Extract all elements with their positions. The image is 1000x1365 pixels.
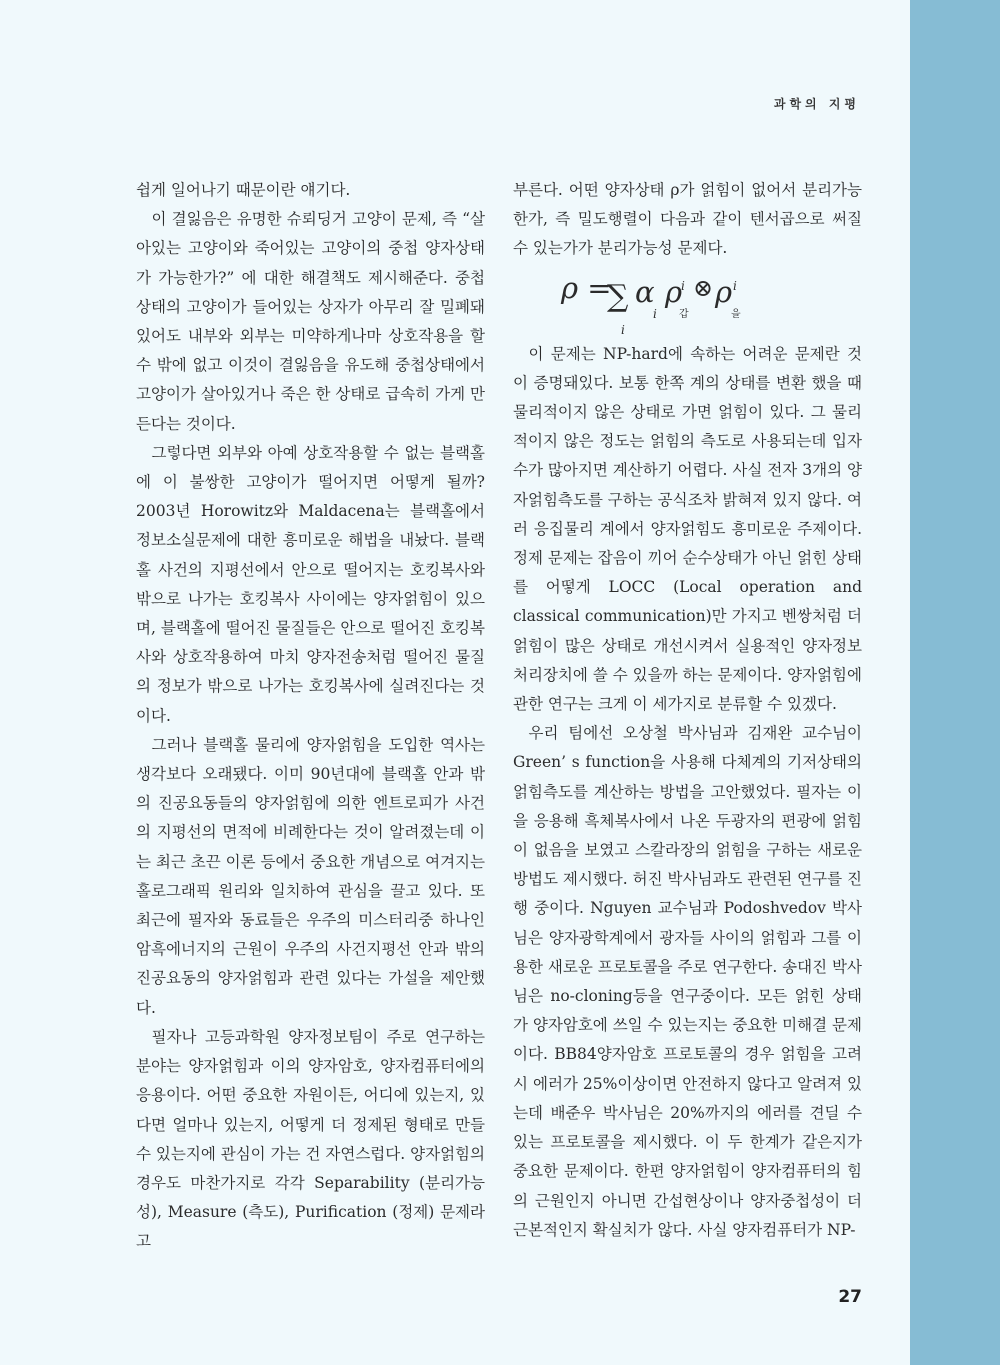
formula-rho-b-superscript: i xyxy=(733,278,737,293)
page-number: 27 xyxy=(838,1287,862,1307)
formula-alpha-subscript: i xyxy=(653,306,657,321)
paragraph: 필자나 고등과학원 양자정보팀이 주로 연구하는 분야는 양자얽힘과 이의 양자암호, 양자컴퓨터에의 응용이다. 어떤 중요한 자원이든, 어디에 있는지, 있다면 얼마나 있는지, 어떻게 더 정제된 형태로 만들 수 있는지에 관심이 가는 건 자연스럽다. 양자얽힘의 경우도 마찬가지로 각각 Separability (분리가능성), Measure (측도), Purification (정제) 문제라고 xyxy=(136,1027,485,1251)
paragraph: 쉽게 일어나기 때문이란 얘기다. xyxy=(136,181,351,199)
paragraph: 우리 팀에선 오상철 박사님과 김재완 교수님이 Green’ s function을 사용해 다체계의 기저상태의 얽힘측도를 계산하는 방법을 고안했었다. 필자는 이을 응용해 흑체복사에서 나온 두광자의 편광에 얽힘이 없음을 보였고 스칼라장의 얽힘을 구하는 새로운 방법도 제시했다. 허진 박사님과도 관련된 연구를 진행 중이다. Nguyen 교수님과 Podoshvedov 박사님은 양자광학계에서 광자들 사이의 얽힘과 그를 이용한 새로운 프로토콜을 주로 연구한다. 송대진 박사님은 no-cloning등을 연구중이다. 모든 얽힌 상태가 양자암호에 쓰일 수 있는지는 중요한 미해결 문제이다. BB84양자암호 프로토콜의 경우 얽힘을 고려시 에러가 25%이상이면 안전하지 않다고 알려져 있는데 배준우 박사님은 20%까지의 에러를 견딜 수 있는 프로토콜을 제시했다. 이 두 한계가 같은지가 중요한 문제이다. 한편 양자얽힘이 양자컴퓨터의 힘의 근원인지 아니면 간섭현상이나 양자중첩성이 더 근본적인지 확실치가 않다. 사실 양자컴퓨터가 NP- xyxy=(513,724,862,1239)
formula-sum-index: i xyxy=(621,322,625,337)
formula-rho-b-subscript: 을 xyxy=(731,308,741,320)
formula-sum-symbol: ∑ xyxy=(607,278,629,314)
formula-rho-a-superscript: i xyxy=(681,278,685,293)
paragraph: 그렇다면 외부와 아예 상호작용할 수 없는 블랙홀에 이 불쌍한 고양이가 떨어지면 어떻게 될까? 2003년 Horowitz와 Maldacena는 블랙홀에서 정보소실문제에 대한 흥미로운 해법을 내놨다. 블랙홀 사건의 지평선에서 안으로 떨어지는 호킹복사와 밖으로 나가는 호킹복사 사이에는 양자얽힘이 있으며, 블랙홀에 떨어진 물질들은 안으로 떨어진 호킹복사와 상호작용하여 마치 양자전송처럼 떨어진 물질의 정보가 밖으로 나가는 호킹복사에 실려진다는 것이다. xyxy=(136,443,485,725)
formula-rho-b: ρ xyxy=(715,274,733,309)
formula-alpha: α xyxy=(635,274,655,309)
formula-lhs: ρ = xyxy=(561,270,612,305)
formula-rho-a-subscript: 갑 xyxy=(679,308,689,320)
formula-tensor-product: ⊗ xyxy=(693,273,714,302)
formula-rho-a: ρ xyxy=(665,274,683,309)
right-column xyxy=(513,176,862,1245)
separability-formula xyxy=(513,264,862,340)
paragraph: 이 결잃음은 유명한 슈뢰딩거 고양이 문제, 즉 “살아있는 고양이와 죽어있는 고양이의 중첩 양자상태가 가능한가?” 에 대한 해결책도 제시해준다. 중첩상태의 고양이가 들어있는 상자가 아무리 잘 밀폐돼 있어도 내부와 외부는 미약하게나마 상호작용을 할 수 밖에 없고 이것이 결잃음을 유도해 중첩상태에서 고양이가 살아있거나 죽은 한 상태로 급속히 가게 만든다는 것이다. xyxy=(136,210,485,433)
paragraph: 부른다. 어떤 양자상태 ρ가 얽힘이 없어서 분리가능한가, 즉 밀도행렬이 다음과 같이 텐서곱으로 써질 수 있는가가 분리가능성 문제다. xyxy=(513,181,862,258)
left-column xyxy=(136,176,485,1257)
paragraph: 이 문제는 NP-hard에 속하는 어려운 문제란 것이 증명돼있다. 보통 한쪽 계의 상태를 변환 했을 때 물리적이지 않은 상태로 가면 얽힘이 있다. 그 물리적이지 않은 정도는 얽힘의 측도로 사용되는데 입자 수가 많아지면 계산하기 어렵다. 사실 전자 3개의 양자얽힘측도를 구하는 공식조차 밝혀져 있지 않다. 여러 응집물리 계에서 양자얽힘도 흥미로운 주제이다. 정제 문제는 잡음이 끼어 순수상태가 아닌 얽힌 상태를 어떻게 LOCC (Local operation and classical communication)만 가지고 벤쌍처럼 더 얽힘이 많은 상태로 개선시켜서 실용적인 양자정보처리장치에 쓸 수 있을까 하는 문제이다. 양자얽힘에 관한 연구는 크게 이 세가지로 분류할 수 있겠다. xyxy=(513,344,862,714)
side-accent-bar xyxy=(910,0,1000,1365)
section-header: 과학의 지평 xyxy=(773,97,860,111)
paragraph: 그러나 블랙홀 물리에 양자얽힘을 도입한 역사는 생각보다 오래됐다. 이미 90년대에 블랙홀 안과 밖의 진공요동들의 양자얽힘에 의한 엔트로피가 사건의 지평선의 면적에 비례한다는 것이 알려졌는데 이는 최근 초끈 이론 등에서 중요한 개념으로 여겨지는 홀로그래픽 원리와 일치하여 관심을 끌고 있다. 또 최근에 필자와 동료들은 우주의 미스터리중 하나인 암흑에너지의 근원이 우주의 사건지평선 안과 밖의 진공요동의 양자얽힘과 관련 있다는 가설을 제안했다. xyxy=(136,735,485,1017)
